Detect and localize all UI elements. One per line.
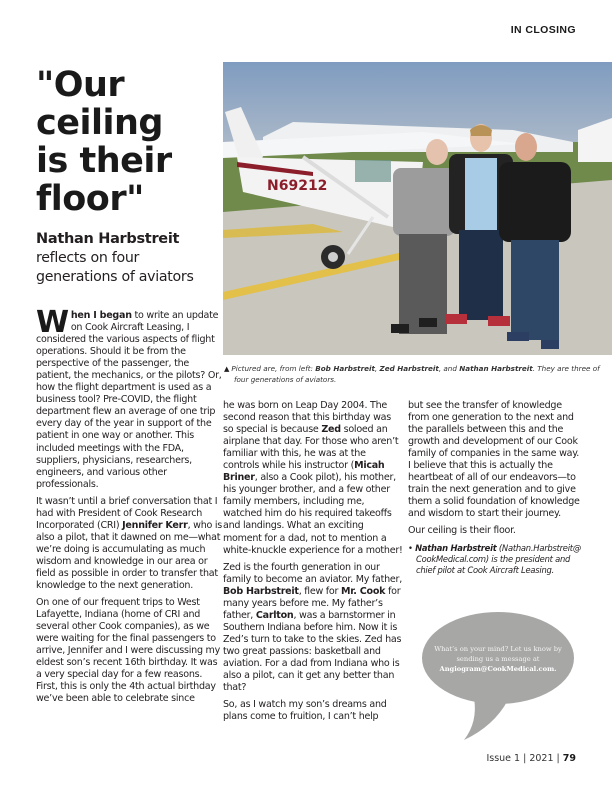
issue-year: 2021 [529, 753, 554, 764]
drop-cap: W [36, 305, 69, 340]
feedback-email-link[interactable]: Angiogram@CookMedical.com. [439, 665, 557, 673]
paragraph: It wasn’t until a brief conversation that I had with President of Cook Research Incorporated (CRI) Jennifer Kerr, who is also a pilot, that it dawned on me—what we’re doing is accumulating as much wisdom and knowledge in our area or field as possible in order to transfer that knowledge to the next generation. [36, 495, 222, 592]
article-column-2 [223, 400, 403, 728]
paragraph: he was born on Leap Day 2004. The second reason that this birthday was so special is because Zed soloed an airplane that day. For those who aren’t familiar with this, he was at the controls while his instructor (Micah Briner, also a Cook pilot), his mother, his younger brother, and a few other family members, including me, watched him do his required takeoffs and landings. What an exciting moment for a dad, not to mention a white-knuckle experience for a mother! [223, 400, 403, 556]
person-name: Micah Briner [223, 460, 385, 484]
person-bob-sweater [393, 168, 455, 236]
person-name: Mr. Cook [340, 585, 386, 597]
paragraph: So, as I watch my son’s dreams and plans come to fruition, I can’t help [223, 699, 387, 723]
section-label: IN CLOSING [510, 24, 576, 36]
person-zed-shirt [465, 158, 497, 232]
person-nathan-jeans [511, 240, 559, 340]
person-name: Jennifer Kerr [122, 519, 188, 531]
paragraph: When I began to write an update on Cook Aircraft Leasing, I considered the various aspects of flight operations. Should it be from the perspective of the passenger, the patient, the mechanics, or the pilots? Or, how the flight department is used as a business tool? Pre-COVID, the flight department flew an average of one trip every day of the year in support of the patient in one way or another. This included meetings with the FDA, suppliers, physicians, researchers, engineers, and various other professionals. [36, 305, 222, 490]
bullet-icon: • [408, 542, 413, 553]
caption-name: Nathan Harbstreit [459, 364, 533, 373]
tail-number: N69212 [267, 178, 328, 194]
issue-number: Issue 1 [486, 753, 521, 764]
triangle-up-icon: ▲ [224, 365, 230, 373]
callout-text: What’s on your mind? Let us know by sending us a message at Angiogram@CookMedical.com. [426, 644, 570, 674]
paragraph: On one of our frequent trips to West Lafayette, Indiana (home of CRI and several other Cook companies), as we were waiting for the final passengers to arrive, Jennifer and I were discussing my eldest son’s recent 16th birthday. It was a very special day for a few reasons. First, this is only the 4th actual birthday we’ve been able to celebrate since [36, 597, 220, 705]
headline-line: "Our [36, 65, 125, 105]
caption-name: Bob Harbstreit [315, 364, 375, 373]
person-bob-head [426, 139, 448, 165]
headline [36, 66, 216, 218]
article-column-3 [408, 400, 583, 581]
feedback-callout [412, 604, 584, 744]
person-nathan-head [515, 133, 537, 161]
caption-name: Zed Harbstreit [379, 364, 439, 373]
speech-bubble-icon [412, 604, 584, 744]
person-name: Bob Harbstreit [223, 585, 299, 597]
deck [36, 230, 221, 287]
photo-caption: ▲ Pictured are, from left: Bob Harbstreit, Zed Harbstreit, and Nathan Harbstreit. They are three of four generations of aviators. [224, 364, 600, 384]
photo-illustration [223, 62, 612, 355]
page-number: 79 [562, 753, 576, 764]
headline-line: ceiling [36, 103, 163, 143]
headline-line: is their [36, 141, 172, 181]
closing-line: Our ceiling is their floor. [408, 525, 516, 537]
article-column-1 [36, 305, 222, 711]
author-bio: • Nathan Harbstreit (Nathan.Harbstreit@ CookMedical.com) is the president and chief pilot at Cook Aircraft Leasing. [408, 542, 581, 575]
paragraph: but see the transfer of knowledge from one generation to the next and the parallels between this and the growth and development of our Cook family of companies in the same way. I believe that this is actually the heartbeat of all of our endeavors—to train the next generation and to give them a solid foundation of knowledge and wisdom to start their journey. [408, 400, 580, 520]
person-name: Zed [321, 424, 341, 436]
page-folio: Issue 1 | 2021 | 79 [486, 753, 576, 764]
bio-name: Nathan Harbstreit [415, 542, 497, 553]
person-name: Carlton [255, 609, 294, 621]
headline-line: floor" [36, 179, 144, 219]
paragraph: Zed is the fourth generation in our family to become an aviator. My father, Bob Harbstreit, flew for Mr. Cook for many years before me. My father’s father, Carlton, was a barnstormer in Southern Indiana before him. Now it is Zed’s turn to take to the skies. Zed has two great passions: basketball and aviation. For a dad from Indiana who is also a pilot, can it get any better than that? [223, 561, 403, 694]
author-byline: Nathan Harbstreit [36, 231, 180, 247]
deck-subtitle: reflects on four generations of aviators [36, 250, 194, 285]
article-photo [223, 62, 612, 355]
lead-in: hen I began [70, 310, 132, 321]
cockpit-window [355, 160, 391, 182]
person-zed-jeans [459, 230, 503, 320]
person-nathan-jacket [499, 162, 571, 242]
